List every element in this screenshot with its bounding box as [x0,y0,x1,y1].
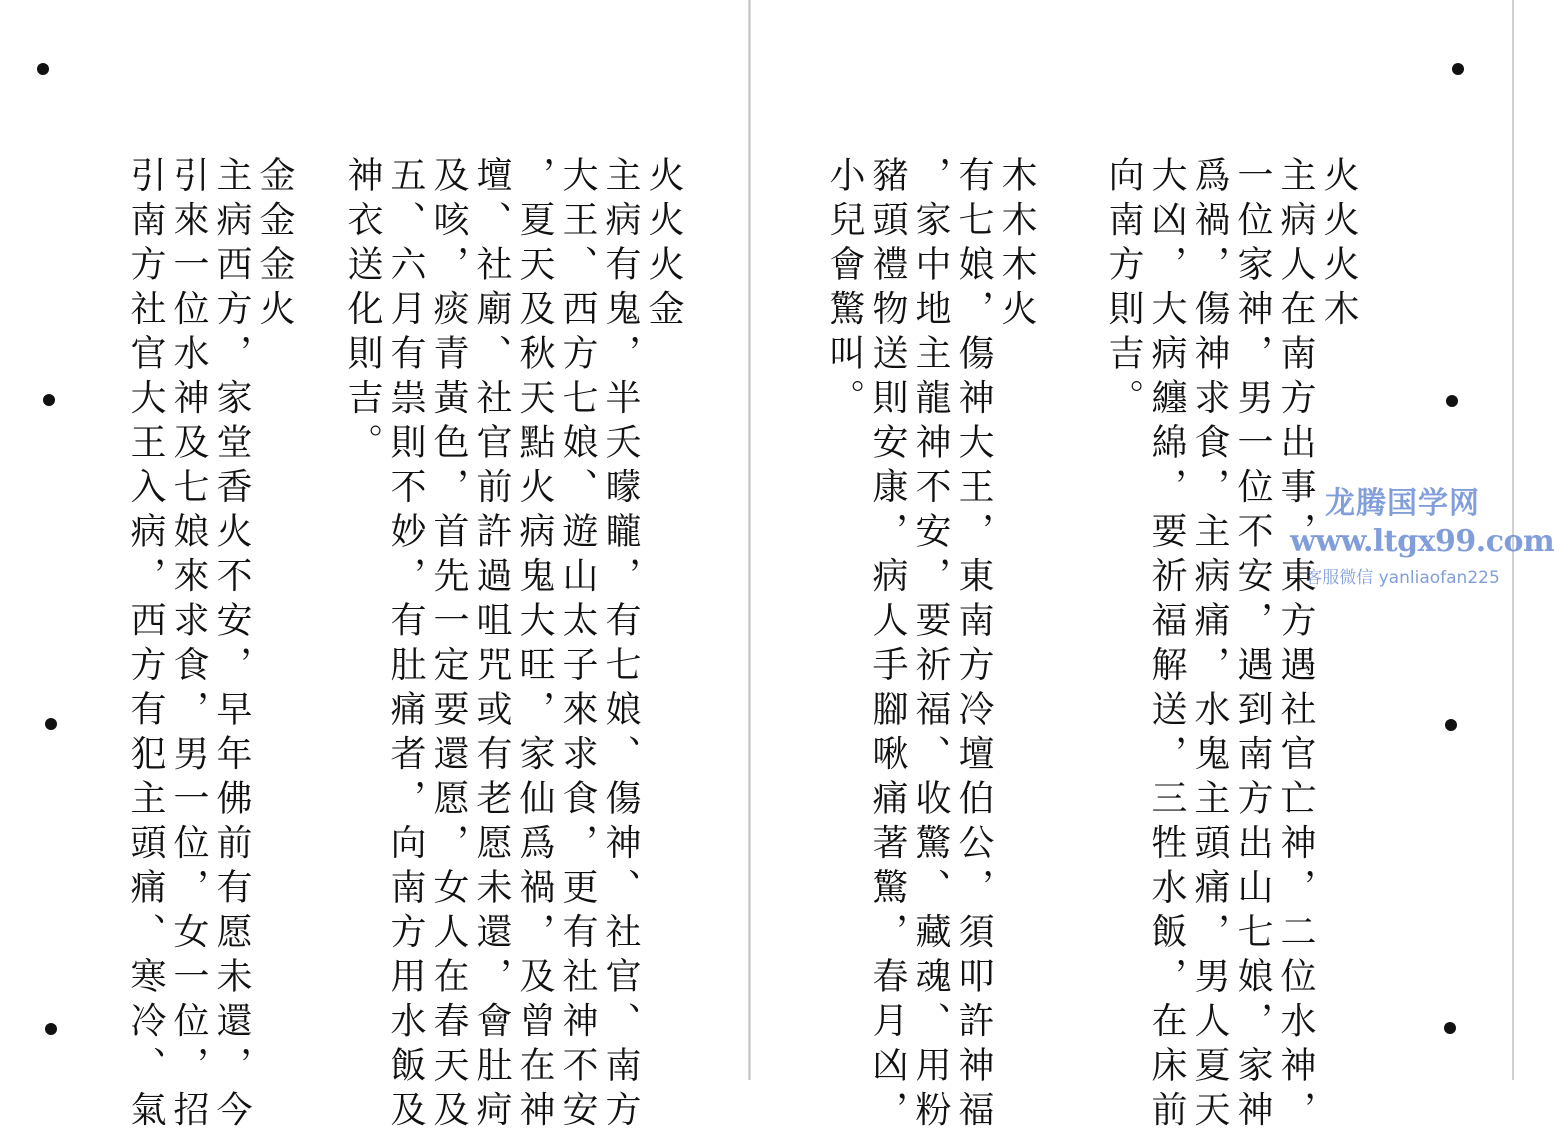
text-column: 大王、西方七娘、遊山太子來求食，更有社神不安 [557,156,598,1135]
binding-hole [1445,719,1457,731]
text-column: 引來一位水神及七娘來求食，男一位，女一位，招 [168,156,209,1135]
binding-hole [1444,1022,1456,1034]
text-column: 主病有鬼，半夭曚矓，有七娘、傷神、社官、南方 [600,156,641,1135]
binding-hole [37,63,49,75]
text-column: 壇、社廟、社官前許過咀咒或有老愿未還，會肚疴 [471,156,512,1135]
left-page [0,0,750,1135]
text-column-heading: 金金金火 [254,156,295,334]
text-column: ，夏天及秋天點火病鬼大旺，家仙爲禍，及曾在神 [514,156,555,1135]
binding-hole [1446,395,1458,407]
text-column: 向南方則吉。 [1103,156,1144,423]
text-column-heading: 木木木火 [996,156,1037,334]
book-gutter [748,0,751,1080]
text-column-heading: 火火火金 [643,156,684,334]
binding-hole [43,394,55,406]
text-column-heading: 火火火木 [1318,156,1359,334]
text-column: 主病西方，家堂香火不安，早年佛前有愿未還，今 [211,156,252,1135]
text-column: 爲禍，傷神求食，主病痛，水鬼主頭痛，男人夏天 [1189,156,1230,1135]
text-column: 大凶，大病纏綿，要祈福解送，三牲水飯，在床前 [1146,156,1187,1135]
text-column: 神衣送化則吉。 [342,156,383,468]
watermark-url: www.ltgx99.com [1290,524,1554,559]
binding-hole [45,1023,57,1035]
text-column: 有七娘，傷神大王，東南方冷壇伯公，須叩許神福 [953,156,994,1135]
text-column: 引南方社官大王入病，西方有犯主頭痛、寒冷、氣 [125,156,166,1135]
text-column: 五、六月有祟則不妙，有肚痛者，向南方用水飯及 [385,156,426,1135]
text-column: 小兒會驚叫。 [824,156,865,423]
right-page [752,0,1554,1135]
text-column: ，家中地主龍神不安，要祈福、收驚、藏魂、用粉 [910,156,951,1135]
text-column: 豬頭禮物送則安康，病人手腳啾痛著驚，春月凶， [867,156,908,1135]
watermark-contact: 客服微信 yanliaofan225 [1305,568,1500,588]
text-column: 及咳，痰青黃色，首先一定要還愿，女人在春天及 [428,156,469,1135]
binding-hole [45,718,57,730]
text-column: 一位家神，男一位不安，遇到南方出山七娘，家神 [1232,156,1273,1135]
watermark-site-name: 龙腾国学网 [1325,486,1480,521]
binding-hole [1452,63,1464,75]
text-column: 主病人在南方出事，東方遇社官亡神，二位水神， [1275,156,1316,1135]
